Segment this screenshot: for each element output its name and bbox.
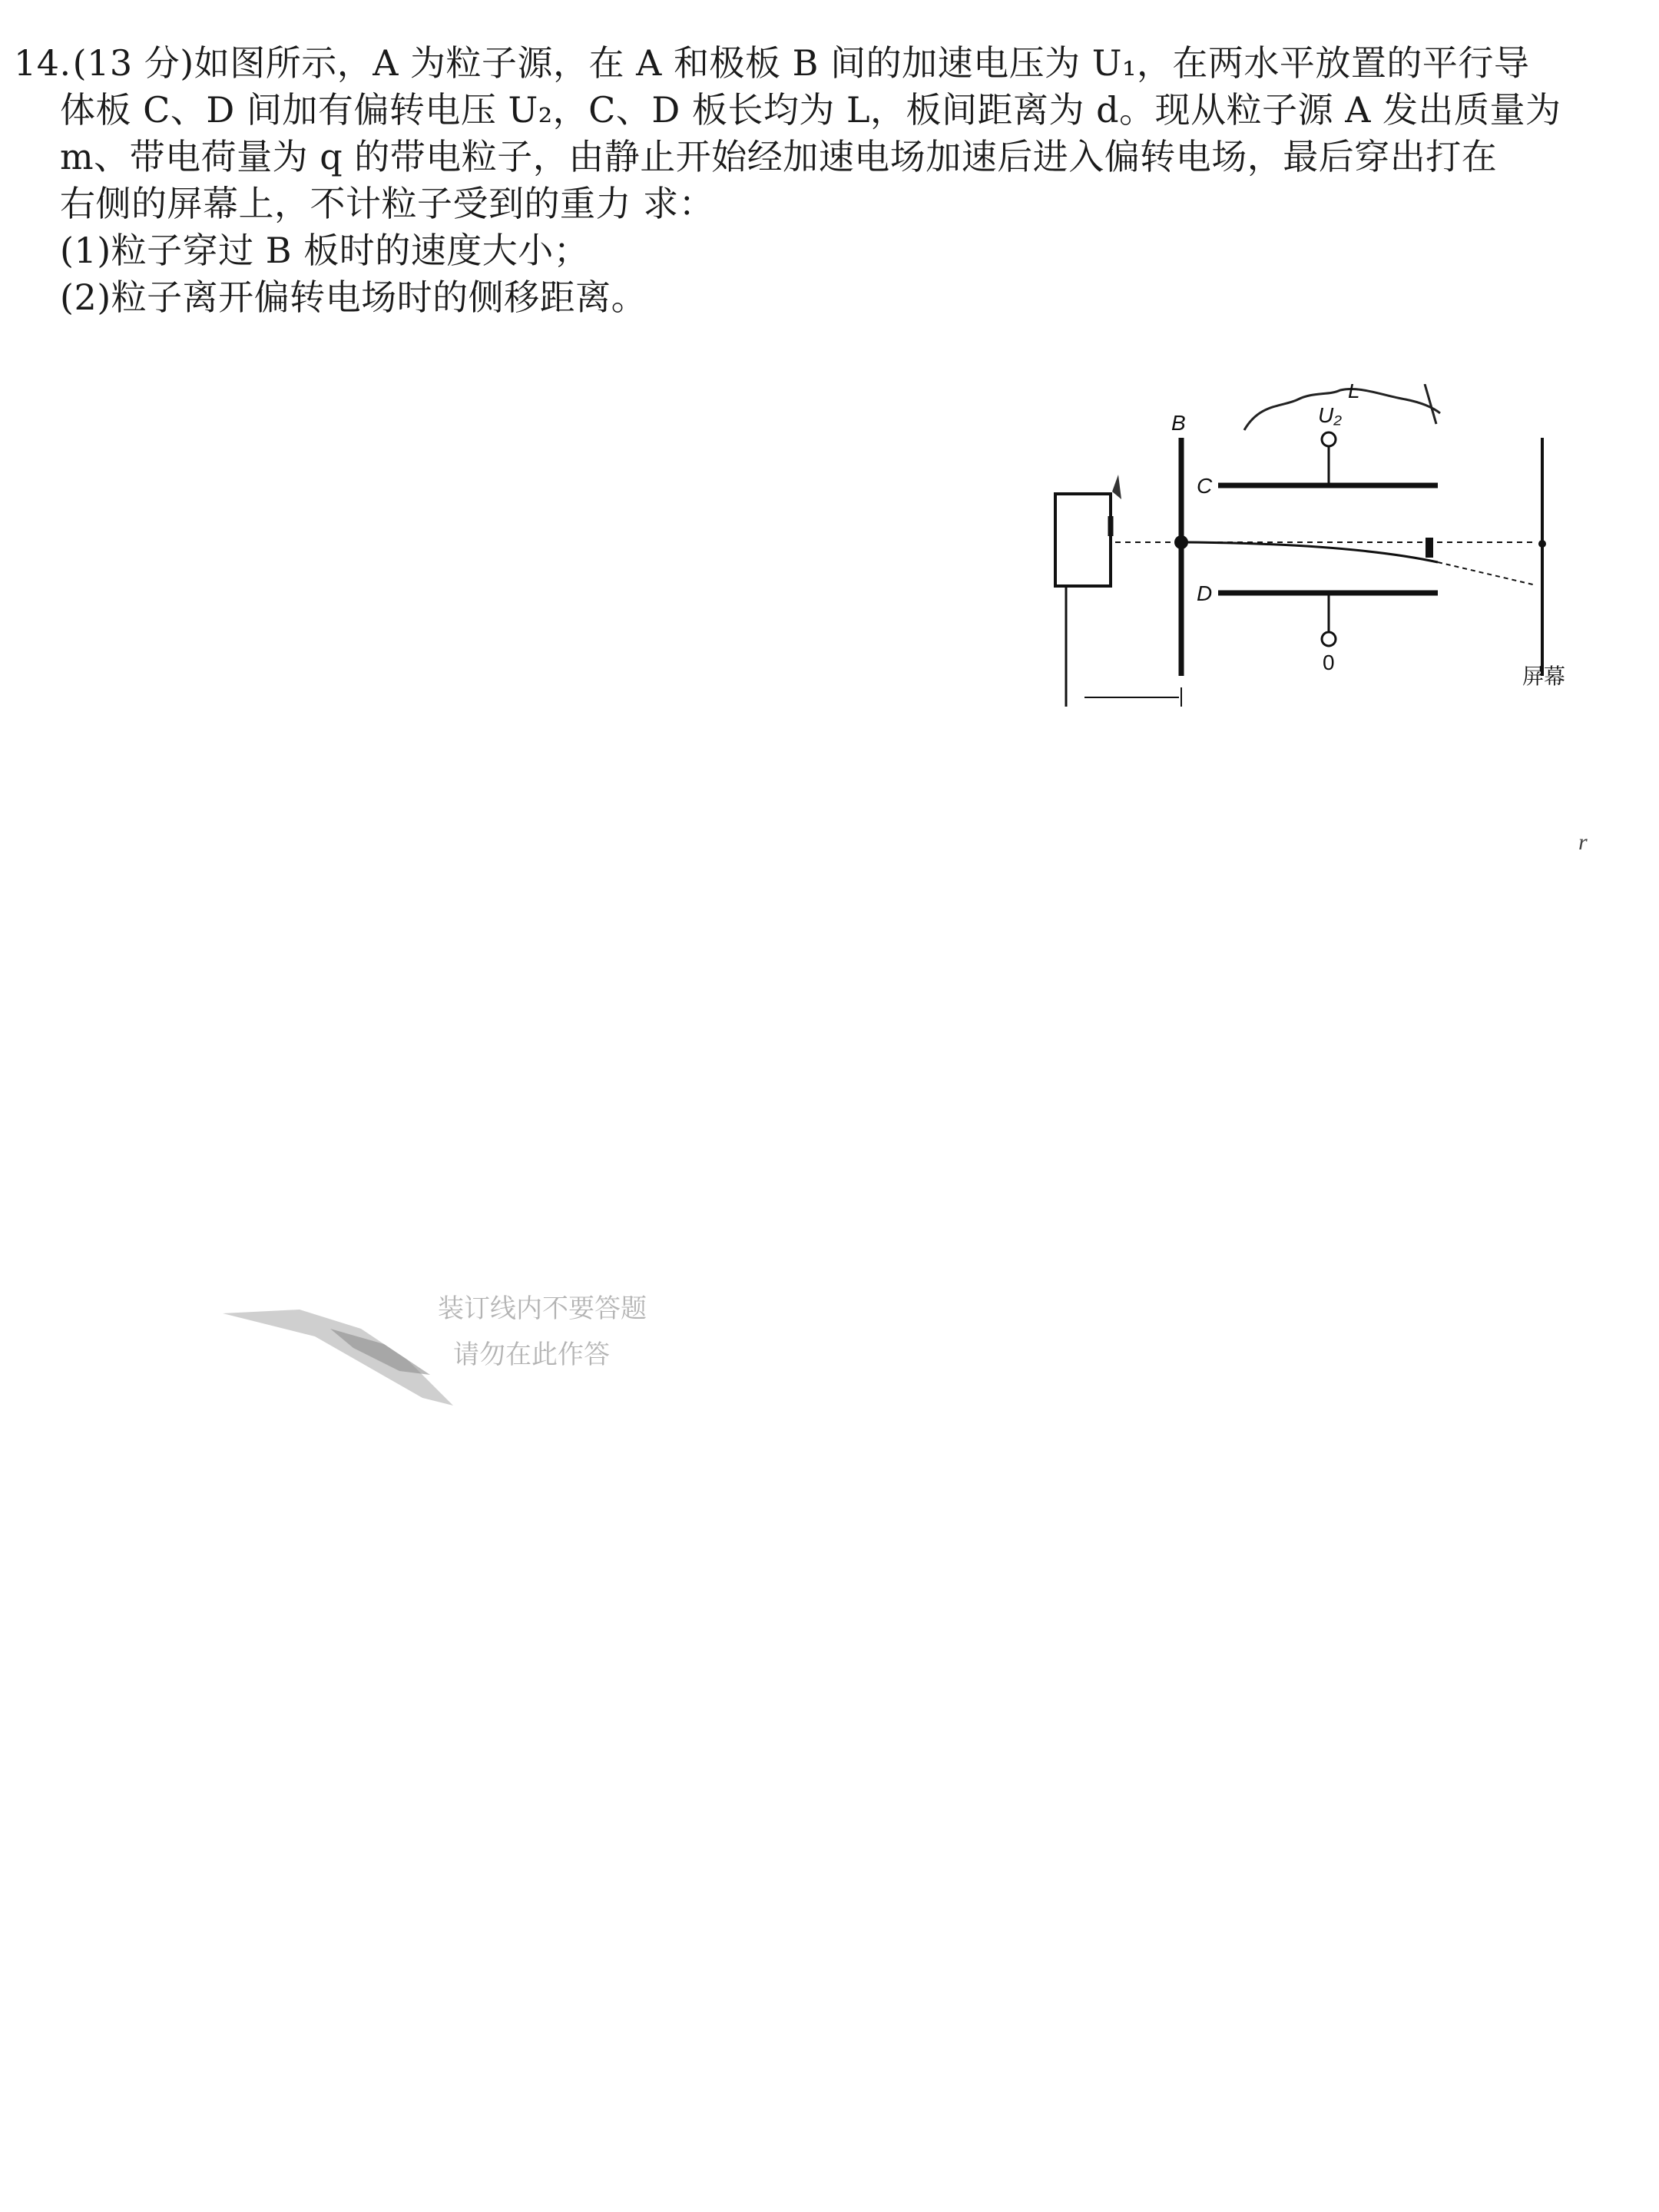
screen-hit-point bbox=[1538, 540, 1546, 548]
plate-D-label: D bbox=[1197, 581, 1213, 605]
plate-C-label: C bbox=[1197, 474, 1213, 498]
bleed-text-1: 装订线内不要答题 bbox=[438, 1293, 647, 1324]
sub-question-2: (2)粒子离开偏转电场时的侧移距离。 bbox=[60, 276, 647, 318]
question-number: 14. bbox=[14, 42, 71, 84]
terminal-ground-label: 0 bbox=[1323, 651, 1335, 674]
question-line-1 bbox=[14, 40, 1565, 87]
sub-question-1: (1)粒子穿过 B 板时的速度大小； bbox=[60, 230, 590, 271]
terminal-ground bbox=[1322, 632, 1336, 646]
handwritten-bracket bbox=[1244, 389, 1440, 430]
plate-B-label: B bbox=[1171, 411, 1186, 435]
stray-mark: r bbox=[1578, 830, 1588, 855]
deflection-apparatus-figure bbox=[1045, 384, 1582, 722]
terminal-U2 bbox=[1322, 432, 1336, 446]
bleed-smudge bbox=[223, 1310, 453, 1406]
exit-trajectory bbox=[1438, 562, 1536, 585]
bleed-text-2: 请勿在此作答 bbox=[453, 1339, 610, 1370]
exit-mark bbox=[1426, 538, 1433, 558]
question-line-3: m、带电荷量为 q 的带电粒子，由静止开始经加速电场加速后进入偏转电场，最后穿出打在 bbox=[60, 136, 1498, 177]
question-14 bbox=[14, 40, 1565, 321]
question-line-2: 体板 C、D 间加有偏转电压 U₂，C、D 板长均为 L，板间距离为 d。现从粒子源 A 发出质量为 bbox=[60, 89, 1561, 131]
handwritten-L-label: L bbox=[1348, 384, 1360, 402]
particle-source-box bbox=[1055, 494, 1111, 586]
bleed-through-svg bbox=[207, 1275, 937, 1452]
question-points: (13 分) bbox=[72, 42, 194, 84]
source-pen-mark bbox=[1112, 475, 1121, 499]
particle-trajectory bbox=[1187, 542, 1438, 562]
figure-svg bbox=[1045, 384, 1582, 722]
question-text-1: 如图所示，A 为粒子源，在 A 和极板 B 间的加速电压为 U₁，在两水平放置的平行导 bbox=[194, 42, 1530, 84]
bleed-through-area bbox=[207, 1275, 937, 1452]
screen-label: 屏幕 bbox=[1522, 664, 1566, 688]
terminal-U2-label: U₂ bbox=[1318, 403, 1342, 427]
question-line-4: 右侧的屏幕上，不计粒子受到的重力 求： bbox=[60, 183, 715, 224]
stray-dash bbox=[1425, 384, 1436, 424]
